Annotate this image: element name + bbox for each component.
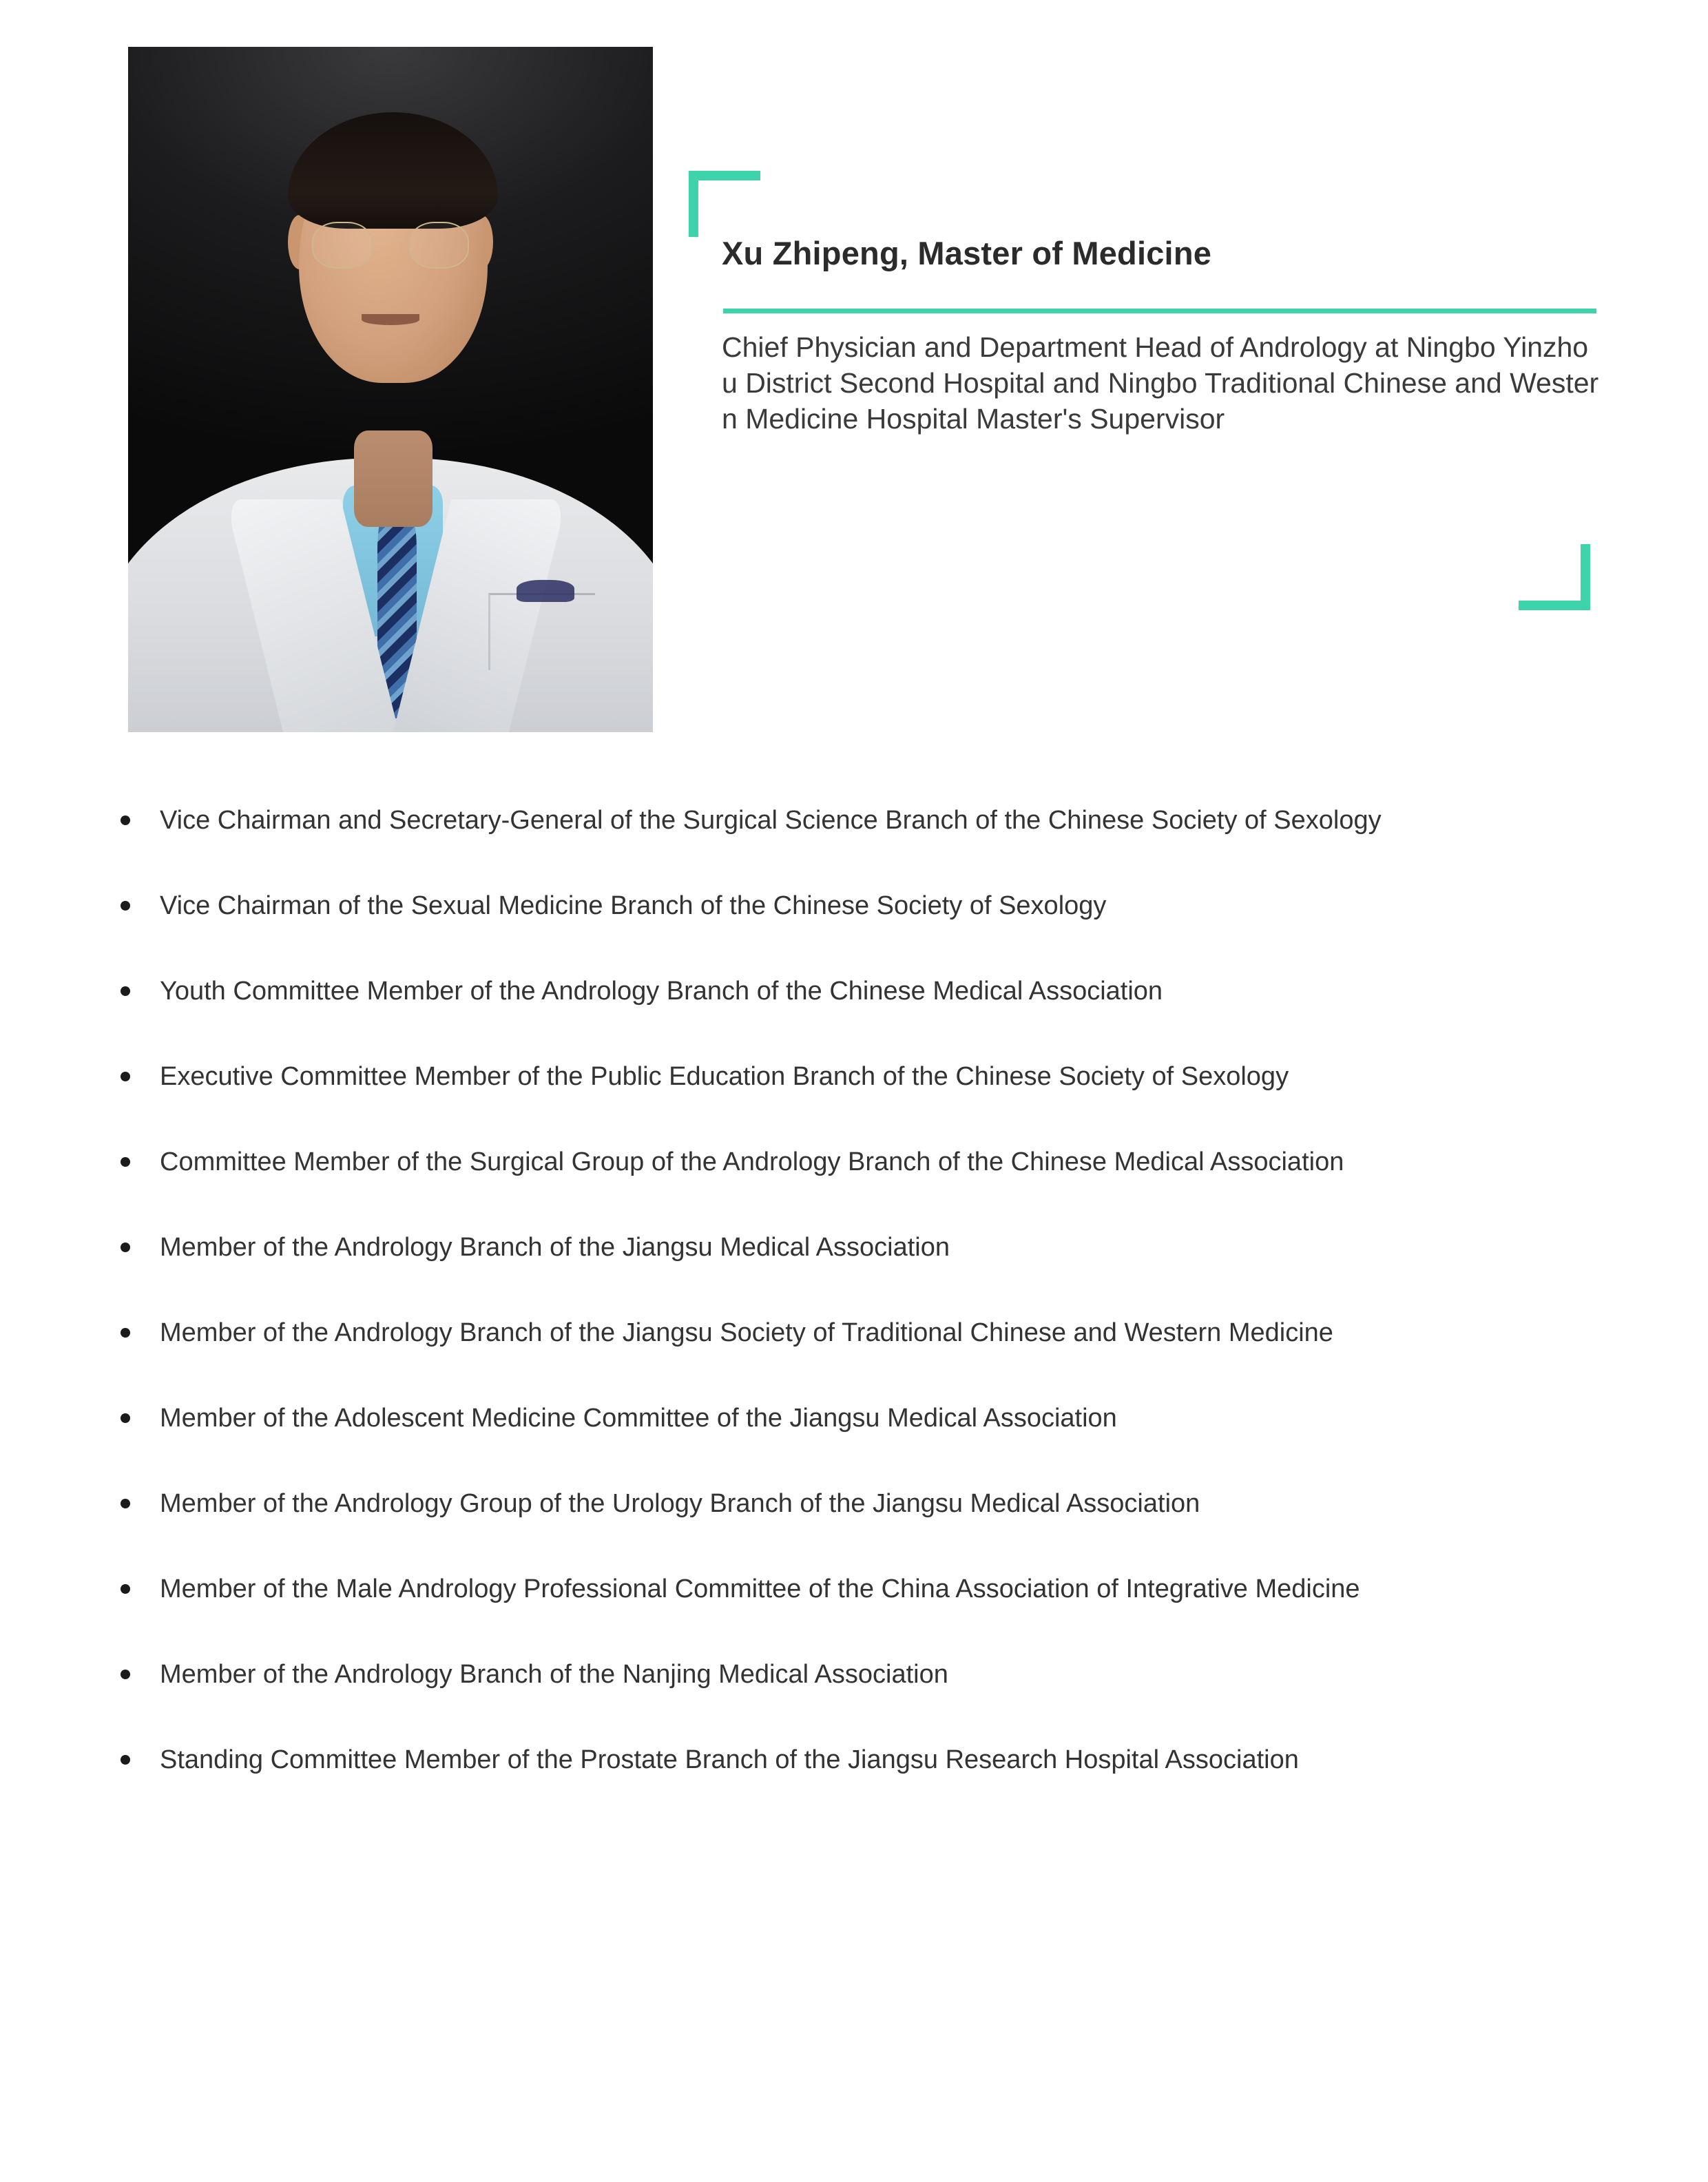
credential-text: Member of the Andrology Group of the Urology Branch of the Jiangsu Medical Association	[160, 1489, 1200, 1518]
credential-list-item	[0, 785, 1708, 855]
portrait-coat-pocket	[488, 593, 595, 670]
corner-bracket-bottom-right-icon	[1519, 544, 1590, 610]
credential-text: Youth Committee Member of the Andrology Branch of the Chinese Medical Association	[160, 977, 1163, 1006]
doctor-position-description: Chief Physician and Department Head of Andrology at Ningbo Yinzhou District Second Hospital and Ningbo Traditional Chinese and Western Medicine Hospital Master's Supervisor	[722, 331, 1599, 435]
credential-list-item	[0, 1468, 1708, 1539]
credential-list-item	[0, 1639, 1708, 1710]
credential-text: Member of the Andrology Branch of the Jiangsu Medical Association	[160, 1233, 950, 1262]
credential-text: Vice Chairman of the Sexual Medicine Branch of the Chinese Society of Sexology	[160, 891, 1107, 920]
profile-header	[0, 0, 1708, 758]
credential-list-item	[0, 956, 1708, 1026]
corner-bracket-top-left-icon	[689, 171, 760, 237]
credential-text: Committee Member of the Surgical Group of the Andrology Branch of the Chinese Medical Association	[160, 1147, 1344, 1176]
doctor-portrait-photo	[128, 47, 653, 732]
credentials-list	[0, 785, 1708, 1795]
credential-list-item	[0, 1383, 1708, 1453]
doctor-name-title: Xu Zhipeng, Master of Medicine	[722, 235, 1212, 271]
credential-list-item	[0, 871, 1708, 941]
credential-text: Vice Chairman and Secretary-General of the Surgical Science Branch of the Chinese Society of Sexology	[160, 806, 1382, 835]
credential-list-item	[0, 1298, 1708, 1368]
credential-list-item	[0, 1554, 1708, 1624]
credential-list-item	[0, 1041, 1708, 1112]
credential-text: Member of the Male Andrology Professional Committee of the China Association of Integrative Medicine	[160, 1575, 1360, 1603]
title-underline-divider	[723, 309, 1596, 313]
portrait-eyeglass-left	[312, 222, 373, 269]
portrait-eyeglass-right	[409, 222, 470, 269]
credential-text: Member of the Andrology Branch of the Jiangsu Society of Traditional Chinese and Western Medicine	[160, 1318, 1333, 1347]
credential-text: Standing Committee Member of the Prostate Branch of the Jiangsu Research Hospital Association	[160, 1745, 1299, 1774]
portrait-mouth	[362, 314, 419, 325]
credential-list-item	[0, 1725, 1708, 1795]
credential-text: Member of the Adolescent Medicine Committee of the Jiangsu Medical Association	[160, 1404, 1117, 1433]
credential-list-item	[0, 1127, 1708, 1197]
credential-list-item	[0, 1212, 1708, 1282]
portrait-neck	[354, 430, 433, 526]
portrait-coat-embroidery	[517, 580, 574, 602]
credential-text: Member of the Andrology Branch of the Nanjing Medical Association	[160, 1660, 948, 1689]
credential-text: Executive Committee Member of the Public Education Branch of the Chinese Society of Sexology	[160, 1062, 1289, 1091]
portrait-eyeglass-bridge	[377, 239, 404, 240]
